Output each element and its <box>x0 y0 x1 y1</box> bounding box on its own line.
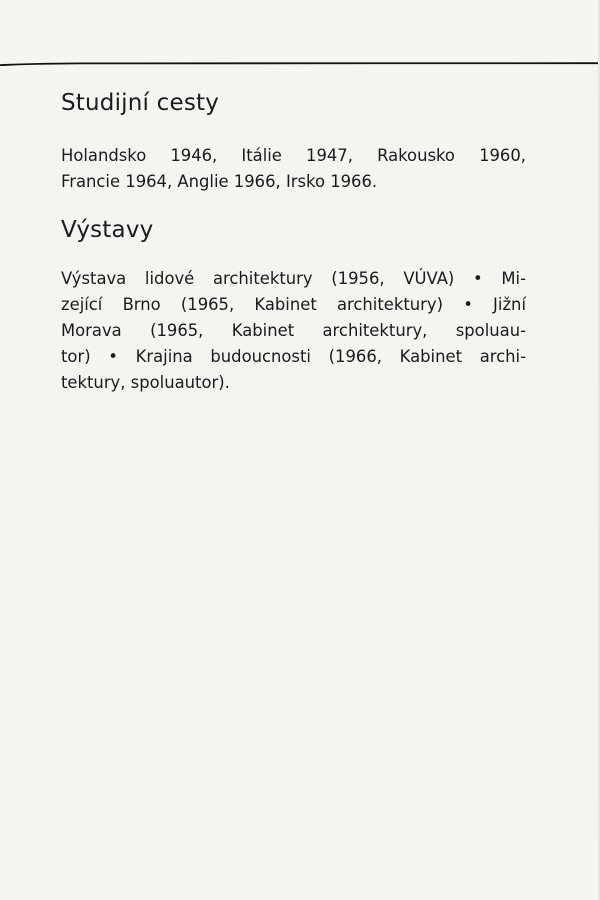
exhibitions-line-1: Výstava lidové architektury (1956, VÚVA) • Mi- <box>61 269 526 288</box>
exhibitions-line-2: zející Brno (1965, Kabinet architektury) • Jižní <box>61 295 526 314</box>
section-heading-exhibitions: Výstavy <box>61 217 154 243</box>
exhibitions-line-3: Morava (1965, Kabinet architektury, spoluau- <box>61 321 526 340</box>
study-trips-line-1: Holandsko 1946, Itálie 1947, Rakousko 1960, <box>61 146 526 165</box>
study-trips-line-2: Francie 1964, Anglie 1966, Irsko 1966. <box>61 172 378 191</box>
exhibitions-line-4: tor) • Krajina budoucnosti (1966, Kabinet archi- <box>61 347 526 366</box>
exhibitions-line-5: tektury, spoluautor). <box>61 373 230 392</box>
top-horizontal-rule <box>0 62 600 66</box>
section-heading-study-trips: Studijní cesty <box>61 90 220 116</box>
